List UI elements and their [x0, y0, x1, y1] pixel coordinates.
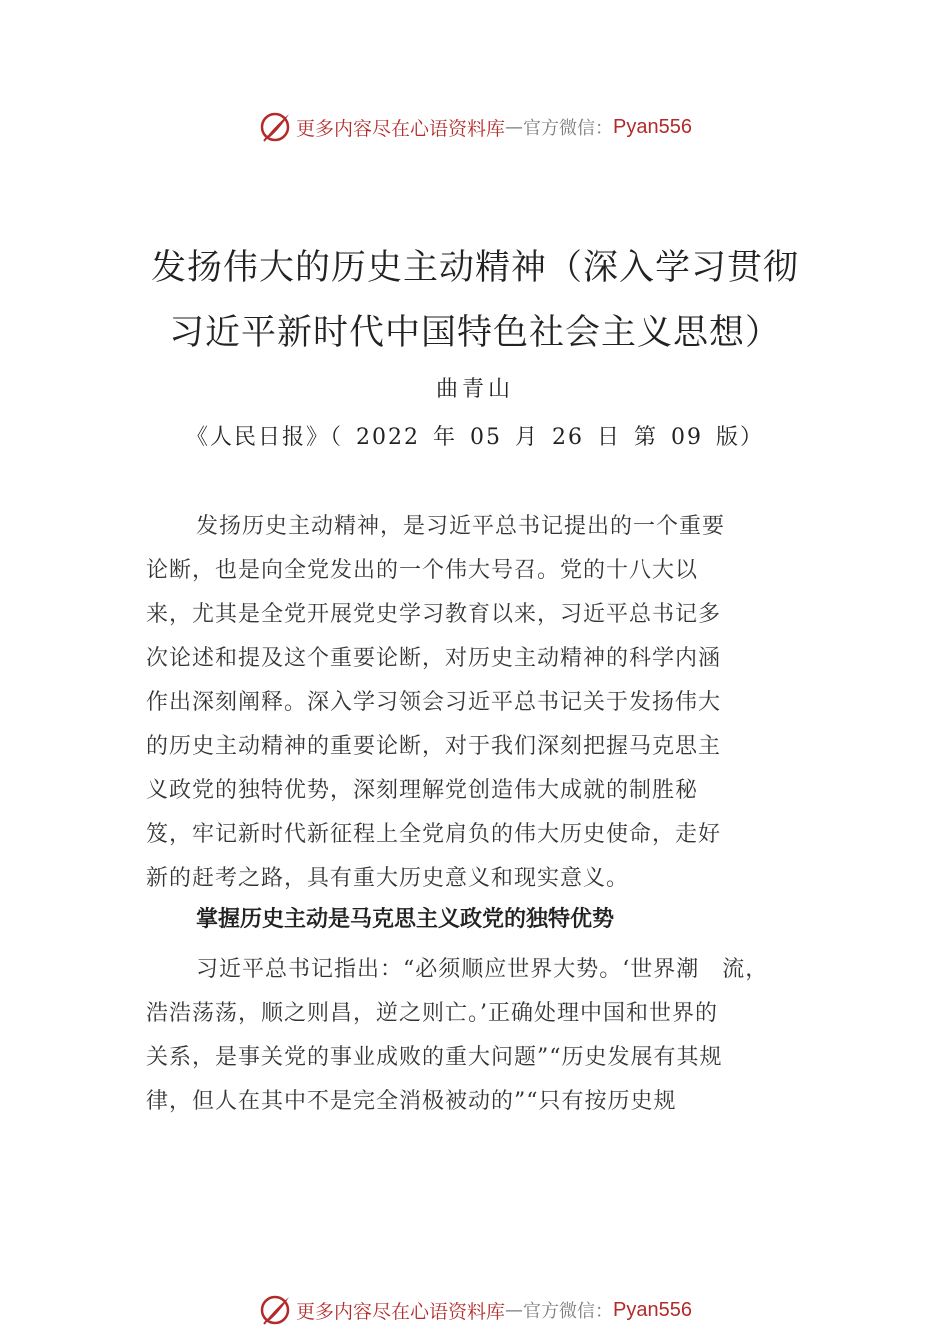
text-line: 关系，是事关党的事业成败的重大问题”“历史发展有其规: [146, 1045, 723, 1070]
article-source: 《人民日报》（ 2022 年 05 月 26 日 第 09 版）: [186, 425, 764, 450]
paragraph-1: [146, 505, 826, 901]
quill-logo-icon: [258, 1293, 292, 1327]
text-line: 作出深刻阐释。深入学习领会习近平总书记关于发扬伟大: [146, 690, 722, 715]
text-line: 笈，牢记新时代新征程上全党肩负的伟大历史使命，走好: [146, 822, 722, 847]
banner-wechat-label: 官方微信：: [523, 118, 614, 139]
text-line: 律，但人在其中不是完全消极被动的”“只有按历史规: [146, 1089, 677, 1114]
paragraph-2: [146, 948, 826, 1124]
text-line: 论断，也是向全党发出的一个伟大号召。党的十八大以: [146, 558, 699, 583]
text-line: 来，尤其是全党开展党史学习教育以来，习近平总书记多: [146, 602, 722, 627]
article-author: 曲青山: [435, 377, 514, 402]
article-title-line-1: 发扬伟大的历史主动精神（深入学习贯彻: [150, 248, 799, 288]
banner-wechat-label: 官方微信：: [523, 1301, 614, 1322]
banner-wechat-id: Pyan556: [613, 115, 692, 138]
text-line: 的历史主动精神的重要论断，对于我们深刻把握马克思主: [146, 734, 722, 759]
text-line: 习近平总书记指出：“必须顺应世界大势。‘世界潮 流，: [196, 957, 769, 982]
text-line: 义政党的独特优势，深刻理解党创造伟大成就的制胜秘: [146, 778, 699, 803]
banner-main-text: 更多内容尽在心语资料库: [296, 1300, 506, 1323]
text-line: 次论述和提及这个重要论断，对历史主动精神的科学内涵: [146, 646, 722, 671]
banner-wechat-id: Pyan556: [613, 1298, 692, 1321]
quill-logo-icon: [258, 110, 292, 144]
banner-dash: —: [505, 116, 524, 138]
footer-banner: [0, 1290, 950, 1330]
article-title-line-2: 习近平新时代中国特色社会主义思想）: [168, 313, 781, 353]
banner-main-text: 更多内容尽在心语资料库: [296, 117, 506, 140]
text-line: 发扬历史主动精神，是习近平总书记提出的一个重要: [196, 514, 726, 539]
header-banner: [0, 107, 950, 147]
section-heading: 掌握历史主动是马克思主义政党的独特优势: [196, 907, 615, 932]
text-line: 浩浩荡荡，顺之则昌，逆之则亡。’正确处理中国和世界的: [146, 1001, 718, 1026]
banner-dash: —: [505, 1299, 524, 1321]
text-line: 新的赶考之路，具有重大历史意义和现实意义。: [146, 866, 630, 891]
